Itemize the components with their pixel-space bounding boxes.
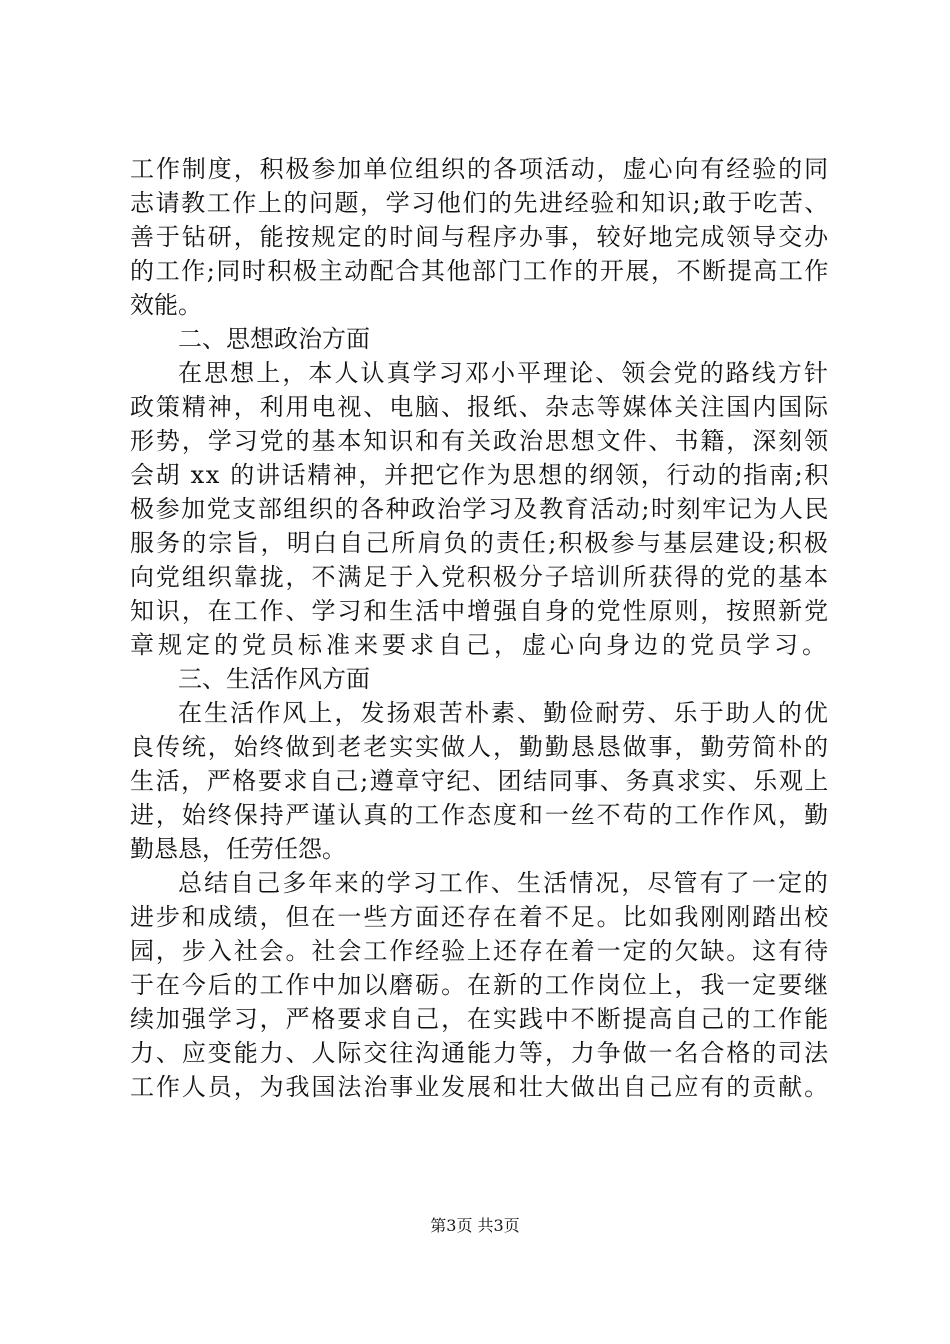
text-line: 章规定的党员标准来要求自己，虚心向身边的党员学习。 (130, 631, 830, 659)
text-line: 形势，学习党的基本知识和有关政治思想文件、书籍，深刻领 (130, 427, 830, 455)
text-line: 勤恳恳，任劳任怨。 (130, 835, 346, 863)
text-line: 效能。 (130, 291, 202, 319)
text-line: 二、思想政治方面 (178, 325, 370, 353)
text-line: 良传统，始终做到老老实实做人，勤勤恳恳做事，勤劳简朴的 (130, 733, 830, 761)
text-line: 续加强学习，严格要求自己，在实践中不断提高自己的工作能 (130, 1005, 830, 1033)
text-line: 在生活作风上，发扬艰苦朴素、勤俭耐劳、乐于助人的优 (178, 699, 830, 727)
text-line: 善于钻研，能按规定的时间与程序办事，较好地完成领导交办 (130, 223, 830, 251)
text-line: 力、应变能力、人际交往沟通能力等，力争做一名合格的司法 (130, 1039, 830, 1067)
text-line: 工作人员，为我国法治事业发展和壮大做出自己应有的贡献。 (130, 1073, 830, 1101)
text-line: 向党组织靠拢，不满足于入党积极分子培训所获得的党的基本 (130, 563, 830, 591)
text-line: 进，始终保持严谨认真的工作态度和一丝不苟的工作作风，勤 (130, 801, 830, 829)
text-line: 志请教工作上的问题，学习他们的先进经验和知识;敢于吃苦、 (130, 189, 830, 217)
text-line: 政策精神，利用电视、电脑、报纸、杂志等媒体关注国内国际 (130, 393, 830, 421)
text-line: 的工作;同时积极主动配合其他部门工作的开展，不断提高工作 (130, 257, 830, 285)
text-line: 三、生活作风方面 (178, 665, 370, 693)
text-line: 会胡 xx 的讲话精神，并把它作为思想的纲领，行动的指南;积 (130, 461, 830, 489)
document-body (130, 152, 830, 1104)
text-line: 服务的宗旨，明白自己所肩负的责任;积极参与基层建设;积极 (130, 529, 830, 557)
text-line: 园，步入社会。社会工作经验上还存在着一定的欠缺。这有待 (130, 937, 830, 965)
text-line: 在思想上，本人认真学习邓小平理论、领会党的路线方针 (178, 359, 830, 387)
text-line: 工作制度，积极参加单位组织的各项活动，虚心向有经验的同 (130, 155, 830, 183)
text-line: 知识，在工作、学习和生活中增强自身的党性原则，按照新党 (130, 597, 830, 625)
page-footer: 第3页 共3页 (430, 1216, 520, 1235)
text-line: 进步和成绩，但在一些方面还存在着不足。比如我刚刚踏出校 (130, 903, 830, 931)
text-line: 总结自己多年来的学习工作、生活情况，尽管有了一定的 (178, 869, 830, 897)
text-line: 生活，严格要求自己;遵章守纪、团结同事、务真求实、乐观上 (130, 767, 830, 795)
text-line: 极参加党支部组织的各种政治学习及教育活动;时刻牢记为人民 (130, 495, 830, 523)
text-line: 于在今后的工作中加以磨砺。在新的工作岗位上，我一定要继 (130, 971, 830, 999)
